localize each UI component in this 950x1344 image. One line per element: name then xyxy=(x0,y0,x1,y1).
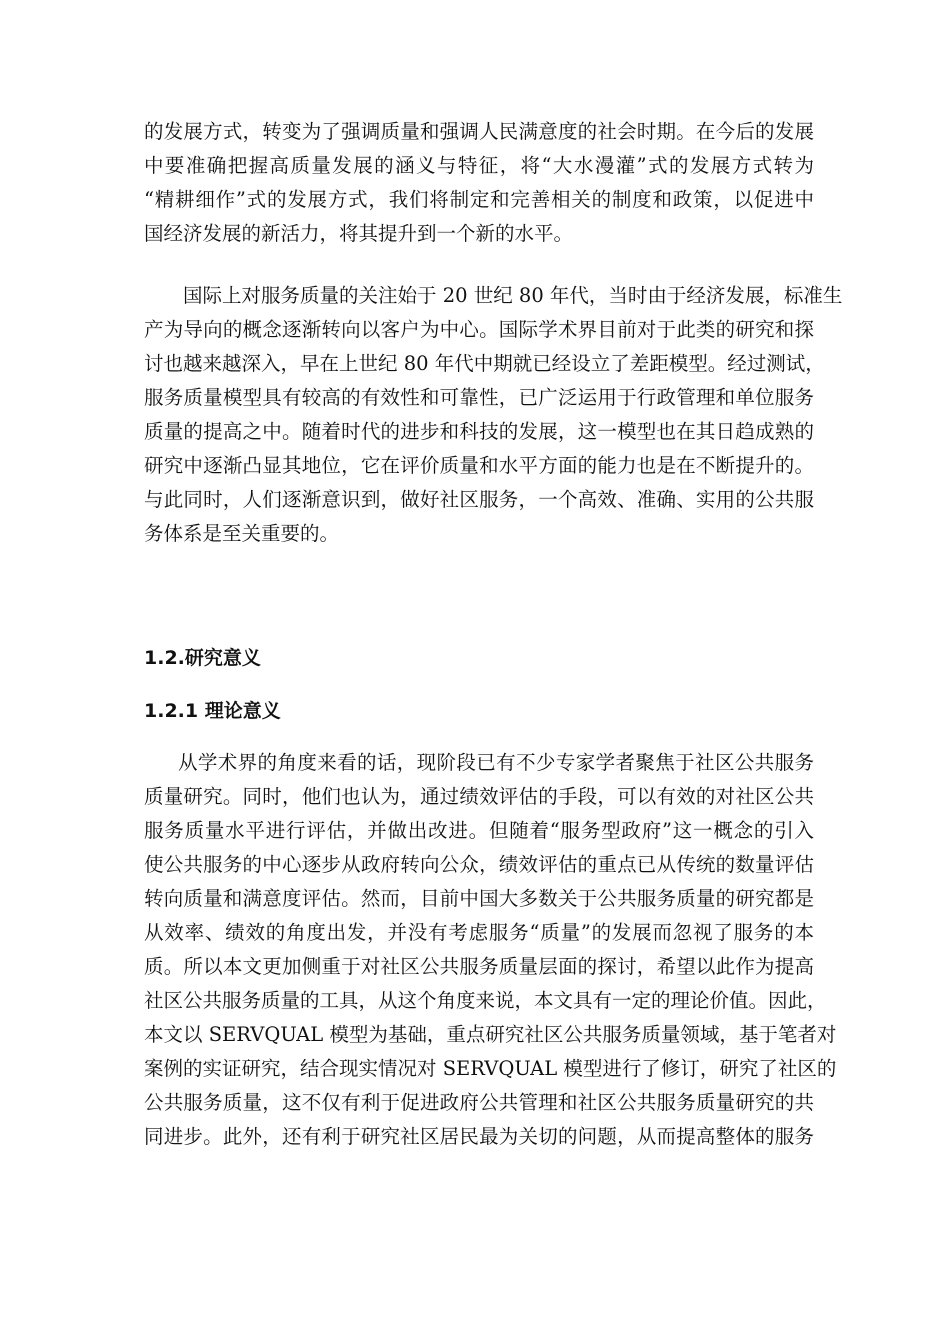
paragraph-line: 产为导向的概念逐渐转向以客户为中心。国际学术界目前对于此类的研究和探 xyxy=(144,318,814,341)
paragraph-line: 质。所以本文更加侧重于对社区公共服务质量层面的探讨，希望以此作为提高 xyxy=(144,955,814,978)
paragraph-line: 质量研究。同时，他们也认为，通过绩效评估的手段，可以有效的对社区公共 xyxy=(144,785,814,808)
paragraph-line: 服务质量模型具有较高的有效性和可靠性，已广泛运用于行政管理和单位服务 xyxy=(144,386,814,409)
paragraph-line: 的发展方式，转变为了强调质量和强调人民满意度的社会时期。在今后的发展 xyxy=(144,120,814,143)
paragraph-line: 公共服务质量，这不仅有利于促进政府公共管理和社区公共服务质量研究的共 xyxy=(144,1091,814,1114)
paragraph-line: 服务质量水平进行评估，并做出改进。但随着“服务型政府”这一概念的引入 xyxy=(144,819,814,842)
paragraph-line: 转向质量和满意度评估。然而，目前中国大多数关于公共服务质量的研究都是 xyxy=(144,887,814,910)
paragraph-line: 讨也越来越深入，早在上世纪 80 年代中期就已经设立了差距模型。经过测试， xyxy=(144,352,825,375)
paragraph-line: 案例的实证研究，结合现实情况对 SERVQUAL 模型进行了修订，研究了社区的 xyxy=(144,1057,837,1080)
paragraph-line: 务体系是至关重要的。 xyxy=(144,522,340,545)
subsection-heading: 1.2.1 理论意义 xyxy=(144,700,281,722)
paragraph-line: 研究中逐渐凸显其地位，它在评价质量和水平方面的能力也是在不断提升的。 xyxy=(144,454,814,477)
paragraph-line: 质量的提高之中。随着时代的进步和科技的发展，这一模型也在其日趋成熟的 xyxy=(144,420,814,443)
paragraph-line: 使公共服务的中心逐步从政府转向公众，绩效评估的重点已从传统的数量评估 xyxy=(144,853,814,876)
paragraph-line: 中要准确把握高质量发展的涵义与特征，将“大水漫灌”式的发展方式转为 xyxy=(144,154,814,177)
paragraph-line: 国经济发展的新活力，将其提升到一个新的水平。 xyxy=(144,222,574,245)
paragraph-line: 从学术界的角度来看的话，现阶段已有不少专家学者聚焦于社区公共服务 xyxy=(178,751,814,774)
paragraph-line: 从效率、绩效的角度出发，并没有考虑服务“质量”的发展而忽视了服务的本 xyxy=(144,921,814,944)
paragraph-line: 本文以 SERVQUAL 模型为基础，重点研究社区公共服务质量领域，基于笔者对 xyxy=(144,1023,837,1046)
paragraph-line: “精耕细作”式的发展方式，我们将制定和完善相关的制度和政策，以促进中 xyxy=(144,188,814,211)
paragraph-line: 社区公共服务质量的工具，从这个角度来说，本文具有一定的理论价值。因此， xyxy=(144,989,827,1012)
paragraph-line: 国际上对服务质量的关注始于 20 世纪 80 年代，当时由于经济发展，标准生 xyxy=(183,284,843,307)
section-heading: 1.2.研究意义 xyxy=(144,647,261,669)
paragraph-line: 与此同时，人们逐渐意识到，做好社区服务，一个高效、准确、实用的公共服 xyxy=(144,488,814,511)
paragraph-line: 同进步。此外，还有利于研究社区居民最为关切的问题，从而提高整体的服务 xyxy=(144,1125,814,1148)
